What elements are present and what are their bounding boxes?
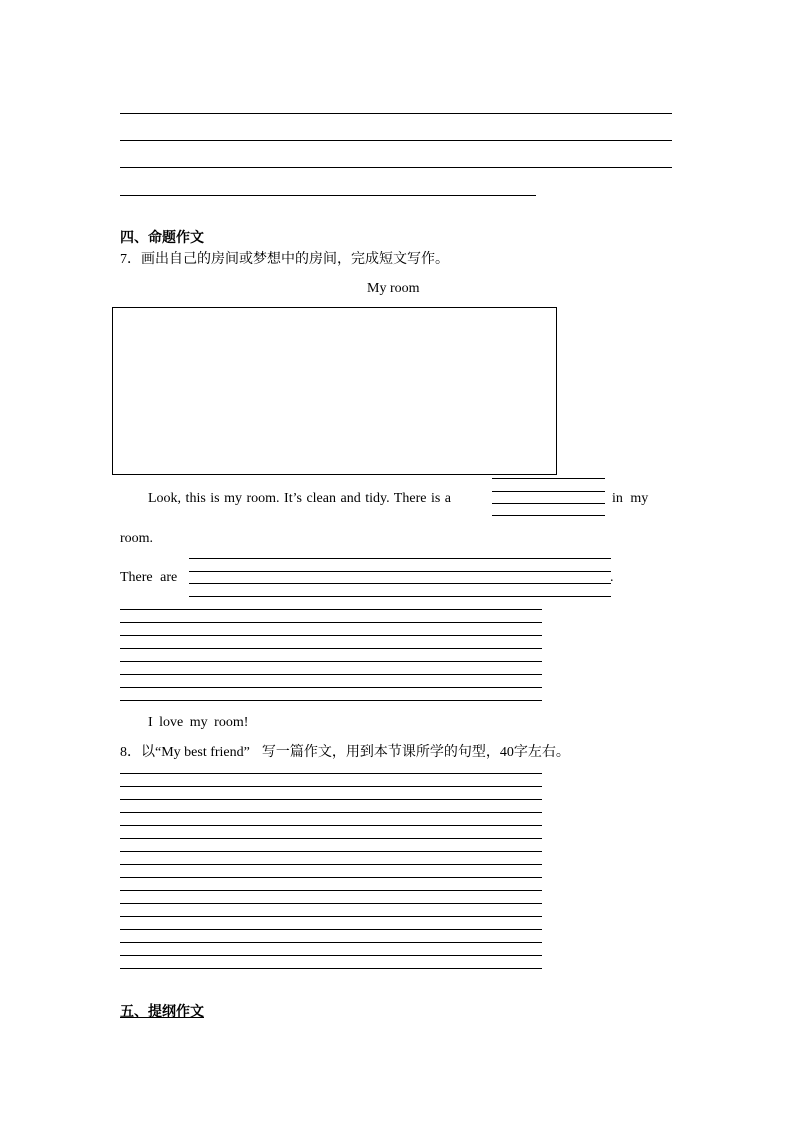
- writing-line: [120, 942, 542, 943]
- writing-line: [120, 851, 542, 852]
- writing-line: [120, 838, 542, 839]
- question-8-prefix: 以: [141, 744, 155, 760]
- writing-line: [120, 812, 542, 813]
- writing-line: [120, 877, 542, 878]
- writing-line: [120, 799, 542, 800]
- there-are-label: There are: [120, 570, 178, 585]
- my-room-title: My room: [367, 281, 420, 296]
- writing-line: [120, 903, 542, 904]
- writing-line: [120, 661, 542, 662]
- answer-line: [120, 195, 536, 196]
- writing-line: [120, 622, 542, 623]
- answer-line: [120, 140, 672, 141]
- answer-line: [120, 113, 672, 114]
- blank-line: [492, 515, 605, 516]
- writing-line: [120, 929, 542, 930]
- drawing-box[interactable]: [112, 307, 557, 475]
- question-7: [120, 250, 449, 269]
- question-7-number: 7．: [120, 252, 141, 267]
- writing-line: [120, 916, 542, 917]
- writing-line: [120, 609, 542, 610]
- blank-line: [492, 503, 605, 504]
- question-8-topic: “My best friend”: [155, 745, 250, 760]
- writing-line: [120, 890, 542, 891]
- there-are-period: .: [610, 570, 614, 585]
- writing-line: [120, 687, 542, 688]
- writing-line: [120, 648, 542, 649]
- writing-line: [120, 786, 542, 787]
- blank-line: [189, 571, 611, 572]
- blank-line: [189, 583, 611, 584]
- question-8: [120, 743, 570, 762]
- blank-line: [492, 491, 605, 492]
- section-4-heading: 四、命题作文: [120, 230, 204, 246]
- answer-line: [120, 167, 672, 168]
- blank-line: [189, 596, 611, 597]
- blank-line: [189, 558, 611, 559]
- writing-line: [120, 825, 542, 826]
- question-8-number: 8．: [120, 745, 141, 760]
- blank-line: [492, 478, 605, 479]
- question-7-text: 画出自己的房间或梦想中的房间，完成短文写作。: [141, 251, 449, 267]
- closing-sentence: I love my room!: [148, 715, 249, 730]
- section-5-heading: 五、提纲作文: [120, 1004, 204, 1020]
- writing-line: [120, 968, 542, 969]
- question-8-text: 写一篇作文，用到本节课所学的句型，: [261, 744, 500, 760]
- writing-line: [120, 773, 542, 774]
- question-8-count: 40: [499, 745, 514, 760]
- writing-line: [120, 864, 542, 865]
- sentence-1-wrap: room.: [120, 531, 154, 546]
- question-8-suffix: 字左右。: [513, 744, 570, 760]
- writing-line: [120, 955, 542, 956]
- writing-line: [120, 700, 542, 701]
- writing-line: [120, 635, 542, 636]
- sentence-1-end: in my: [612, 491, 649, 506]
- writing-line: [120, 674, 542, 675]
- sentence-1: Look, this is my room. It’s clean and tidy. There is a: [148, 491, 452, 506]
